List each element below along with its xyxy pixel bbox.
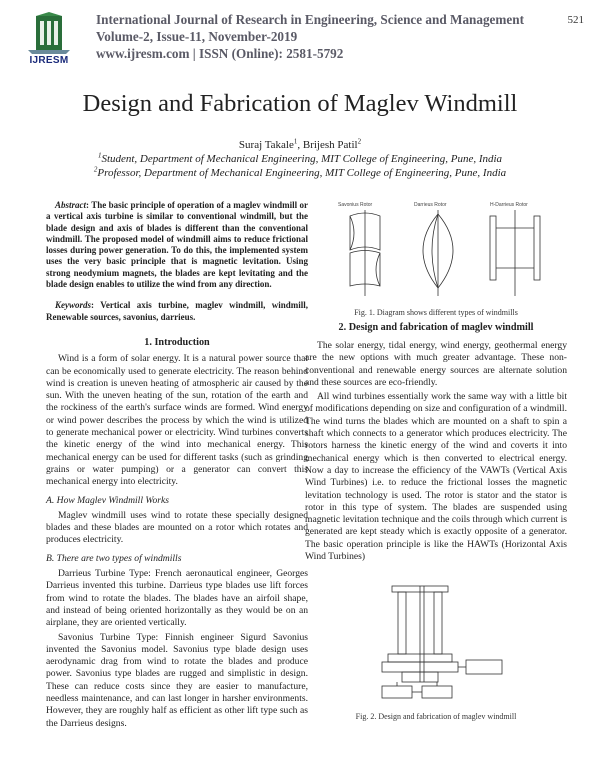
abstract: Abstract: The basic principle of operation of a maglev windmill or a vertical axis turbine is similar to conventional windmill, but the blade design and axis of blades is different than the conventional windmill. The proposed model of windmill aims to reduce frictional losses during power generation. To do this, the implemented system uses the very basic principle that is magnetic levitation. Using strong neodymium magnets, the blades are kept levitating and the blade design enables to utilize the wind from any direction. (46, 200, 308, 290)
journal-volume: Volume-2, Issue-11, November-2019 (96, 29, 298, 44)
affiliation-1: $^1$Student, Department of Mechanical Engineering, MIT College of Engineering, Pune, India (97, 151, 503, 165)
section-1-heading: 1. Introduction (144, 336, 210, 348)
figure-2 (362, 582, 522, 702)
author-names: Suraj Takale$^1$, Brijesh Patil$^2$ (238, 137, 362, 151)
journal-name: International Journal of Research in Engineering, Science and Management (96, 12, 524, 27)
figure-1-caption: Fig. 1. Diagram shows different types of windmills (354, 308, 518, 317)
journal-logo (14, 12, 84, 68)
subsection-a-paragraph: Maglev windmill uses wind to rotate these specially designed blades and these blades are mounted on a rotor which rotates and produces electricity. (46, 509, 308, 546)
figure-2-caption: Fig. 2. Design and fabrication of maglev windmill (355, 712, 517, 721)
figure-1 (330, 198, 548, 298)
journal-header (14, 10, 586, 72)
right-column (305, 340, 567, 565)
section-2-heading: 2. Design and fabrication of maglev windmill (338, 322, 534, 333)
page-number: 521 (567, 14, 584, 26)
fig1-label-darrieus: Darrieus Rotor (414, 202, 447, 208)
paper-title: Design and Fabrication of Maglev Windmill (82, 90, 518, 117)
savonius-paragraph: Savonius Turbine Type: Finnish engineer Sigurd Savonius invented the Savonius model. Savonius type blade design uses aerodynamic drag from wind to rotate the blades and produce power. Savonius type blades are rugged and simplistic in design. These can reduce costs since they are easier to manufacture, needless maintenance, and can last longer in harsher environments. However, they are roughly half as efficient as other lift type such as the Darrieus designs. (46, 631, 308, 729)
left-column (46, 200, 308, 732)
fig1-label-h-darrieus: H-Darrieus Rotor (490, 202, 528, 208)
author-1: Suraj Takale (238, 139, 294, 151)
intro-paragraph: Wind is a form of solar energy. It is a natural power source that can be economically used to generate electricity. The reason behind wind is creation is uneven heating of atmospheric air caused by the sun. With the uneven heating of the sun, rotation of the earth and the rockiness of the earth's surface winds are formed. Wind energy or wind power describes the process by which the wind is utilized to generate mechanical power or electricity. Wind turbines converts the kinetic energy of the wind into mechanical energy. This mechanical energy can be used for different tasks (such as grinding grains or water pumping) or a generator can convert this mechanical energy into electricity. (46, 353, 308, 488)
subsection-a-heading: A. How Maglev Windmill Works (46, 494, 170, 506)
affiliation-2: $^2$Professor, Department of Mechanical Engineering, MIT College of Engineering, Pune, India (93, 165, 507, 179)
journal-website[interactable]: www.ijresm.com | ISSN (Online): 2581-5792 (96, 46, 344, 61)
author-2: Brijesh Patil (302, 139, 358, 151)
darrieus-paragraph: Darrieus Turbine Type: French aeronautical engineer, Georges Darrieus invented this turbine. Darrieus type blades use lift forces from wind to rotate the blades. The blades have an airfoil shape, and instead of being oriented horizontally as they would be on an airplane, they are oriented vertically. (46, 568, 308, 629)
journal-info (96, 11, 524, 62)
authors-block (0, 138, 600, 180)
keywords: Keywords: Vertical axis turbine, maglev windmill, windmill, Renewable sources, savonius, darrieus. (46, 300, 308, 322)
section-2-paragraph-1: The solar energy, tidal energy, wind energy, geothermal energy are the new options with much greater advantage. These non-conventional and renewable energy sources are alternate solution and these sources are eco-friendly. (305, 340, 567, 388)
fig1-label-savonius: Savonius Rotor (338, 202, 373, 208)
logo-text: IJRESM (29, 55, 69, 66)
subsection-b-heading: B. There are two types of windmills (46, 552, 182, 564)
section-2-paragraph-2: All wind turbines essentially work the same way with a little bit of modifications depending on size and configuration of a windmill. The wind turns the blades which are mounted on a shaft to spin a shaft which connects to a generator which produces electricity. The rotors harness the kinetic energy of the wind and coverts it into mechanical energy which is then converted to electrical energy. Now a day to increase the efficiency of the VAWTs (Vertical Axis Wind Turbines) i.e. to reduce the frictional losses the magnetic levitation technology is used. The rotor is stator and the stator is rotor in this type of system. The blades are suspended using magnetic levitation technique and the coils through which current is generated are kept steady which is exactly opposite of a generator. The basic operation principle is like the HAWTs (Horizontal Axis Wind Turbines) (305, 391, 567, 563)
